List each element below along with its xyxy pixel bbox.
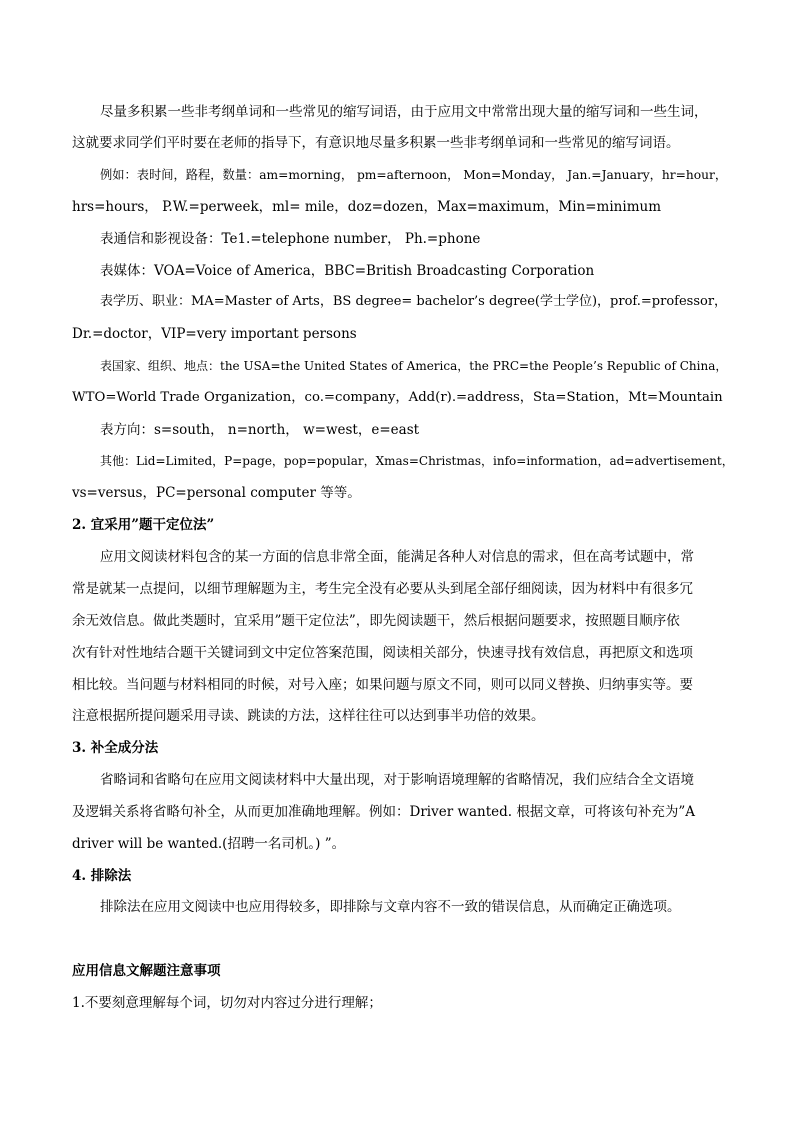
section-2-body-line: 应用文阅读材料包含的某一方面的信息非常全面，能满足各种人对信息的需求，但在高考试题中，常 xyxy=(100,549,694,565)
section-2-body-line: 次有针对性地结合题干关键词到文中定位答案范围，阅读相关部分，快速寻找有效信息，再把原文和选项 xyxy=(72,645,693,661)
section-4-heading: 4. 排除法 xyxy=(72,868,132,884)
section-2-body-line: 常是就某一点提问，以细节理解题为主，考生完全没有必要从头到尾全部仔细阅读，因为材料中有很多冗 xyxy=(72,581,693,597)
section-3-body-line: driver will be wanted.(招聘一名司机。) ”。 xyxy=(72,836,346,852)
example-other-line: vs=versus，PC=personal computer 等等。 xyxy=(72,485,361,501)
section-3-body-line: 及逻辑关系将省略句补全，从而更加准确地理解。例如：Driver wanted. 根据文章，可将该句补充为”A xyxy=(72,804,696,820)
example-direction-line: 表方向：s=south， n=north， w=west，e=east xyxy=(100,422,420,438)
section-2-heading: 2. 宜采用”题干定位法” xyxy=(72,517,215,533)
example-education-line: 表学历、职业：MA=Master of Arts，BS degree= bachelor’s degree(学士学位)，prof.=professor， xyxy=(100,294,728,309)
section-4-body-line: 排除法在应用文阅读中也应用得较多，即排除与文章内容不一致的错误信息，从而确定正确选项。 xyxy=(100,899,681,915)
example-media-line: 表媒体：VOA=Voice of America，BBC=British Broadcasting Corporation xyxy=(100,263,595,279)
notes-heading: 应用信息文解题注意事项 xyxy=(72,963,221,979)
example-other-line: 其他：Lid=Limited，P=page，pop=popular，Xmas=Christmas，info=information，ad=advertisement， xyxy=(100,454,734,468)
example-time-line: hrs=hours， P.W.=perweek，ml= mile，doz=dozen，Max=maximum，Min=minimum xyxy=(72,199,661,215)
section-2-body-line: 余无效信息。做此类题时，宜采用”题干定位法”，即先阅读题干，然后根据问题要求，按照题目顺序依 xyxy=(72,613,680,629)
example-communication-line: 表通信和影视设备：Te1.=telephone number， Ph.=phone xyxy=(100,231,481,247)
section-2-body-line: 相比较。当问题与材料相同的时候，对号入座；如果问题与原文不同，则可以同义替换、归纳事实等。要 xyxy=(72,677,693,693)
example-country-line: WTO=World Trade Organization，co.=company，Add(r).=address，Sta=Station，Mt=Mountain xyxy=(72,390,723,405)
intro-paragraph-line: 尽量多积累一些非考纲单词和一些常见的缩写词语，由于应用文中常常出现大量的缩写词和一些生词， xyxy=(100,104,708,120)
notes-item: 1.不要刻意理解每个词，切勿对内容过分进行理解； xyxy=(72,995,382,1011)
section-2-body-line: 注意根据所提问题采用寻读、跳读的方法，这样往往可以达到事半功倍的效果。 xyxy=(72,708,545,724)
intro-paragraph-line: 这就要求同学们平时要在老师的指导下，有意识地尽量多积累一些非考纲单词和一些常见的缩写词语。 xyxy=(72,135,680,151)
example-education-line: Dr.=doctor，VIP=very important persons xyxy=(72,326,357,342)
section-3-heading: 3. 补全成分法 xyxy=(72,740,159,756)
section-3-body-line: 省略词和省略句在应用文阅读材料中大量出现，对于影响语境理解的省略情况，我们应结合全文语境 xyxy=(100,772,694,788)
example-time-line: 例如：表时间，路程，数量：am=morning， pm=afternoon， Mon=Monday， Jan.=January，hr=hour， xyxy=(100,168,728,182)
example-country-line: 表国家、组织、地点：the USA=the United States of America，the PRC=the People’s Republic of China， xyxy=(100,359,728,373)
